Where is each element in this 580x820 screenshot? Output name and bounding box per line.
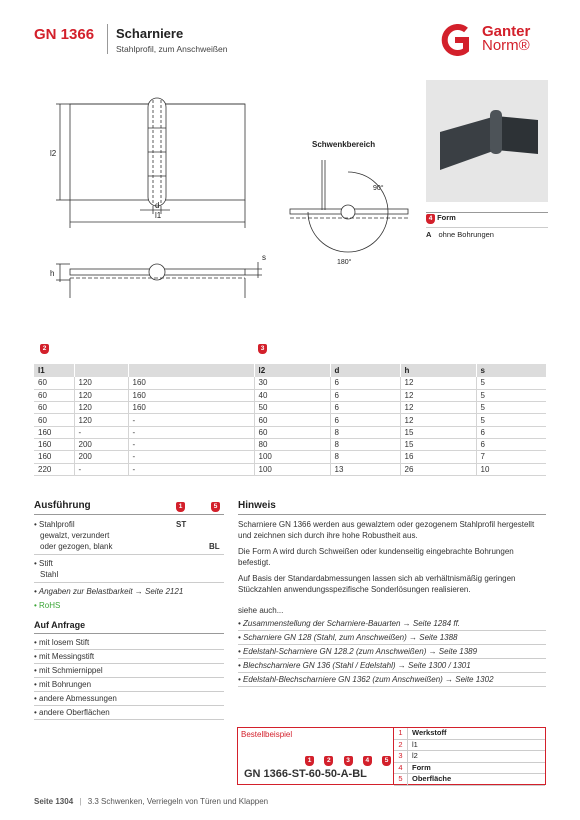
legend-number: 2: [394, 740, 408, 751]
list-item: • mit losem Stift: [34, 636, 224, 650]
form-legend-title: 4 Form: [426, 213, 456, 224]
page-title: Scharniere: [116, 26, 184, 41]
ausf-stahlprofil: • Stahlprofil: [34, 520, 75, 529]
swivel-range-title: Schwenkbereich: [312, 140, 376, 149]
list-item: • andere Abmessungen: [34, 692, 224, 706]
divider: [34, 554, 224, 555]
legend-number: 3: [394, 751, 408, 762]
hinge-technical-drawing: [30, 88, 280, 308]
table-cell: 80: [254, 438, 330, 450]
order-legend-row: [394, 740, 545, 752]
legend-text: Form: [412, 762, 431, 772]
header-divider: [107, 24, 108, 54]
form-legend-row: [426, 227, 548, 239]
table-cell: -: [128, 463, 254, 475]
table-cell: 5: [476, 377, 546, 389]
dim-l1-label: l1: [155, 211, 162, 220]
order-legend-row: [394, 728, 545, 740]
hinweis-title: Hinweis: [238, 500, 276, 511]
table-row: [34, 463, 546, 475]
order-badges: [305, 756, 391, 766]
reference-link[interactable]: • Blechscharniere GN 136 (Stahl / Edelstahl) → Seite 1300 / 1301: [238, 659, 546, 673]
table-row: [34, 402, 546, 414]
ausf-gezogen: oder gezogen, blank: [40, 542, 113, 551]
legend-text: Oberfläche: [412, 774, 452, 783]
angle-180-label: 180°: [337, 259, 352, 266]
legend-text: l1: [412, 739, 418, 749]
rohs-label: • RoHS: [34, 601, 61, 610]
table-cell: -: [74, 463, 128, 475]
table-cell: 6: [476, 426, 546, 438]
table-cell: 12: [400, 389, 476, 401]
table-row: [34, 389, 546, 401]
order-legend: [394, 727, 546, 785]
table-cell: 10: [476, 463, 546, 475]
load-note-link[interactable]: • Angaben zur Belastbarkeit → Seite 2121: [34, 587, 184, 596]
table-cell: 5: [476, 414, 546, 426]
dim-d-label: d: [155, 201, 160, 210]
legend-number: 4: [394, 763, 408, 774]
table-cell: 6: [330, 389, 400, 401]
table-cell: 120: [74, 377, 128, 389]
dimensions-table: [34, 364, 546, 476]
table-cell: 60: [34, 389, 74, 401]
table-row: [34, 414, 546, 426]
badge-1-icon: 1: [176, 502, 185, 512]
table-cell: -: [128, 414, 254, 426]
anfrage-list: [34, 636, 224, 720]
table-cell: 16: [400, 451, 476, 463]
table-cell: 50: [254, 402, 330, 414]
order-code: GN 1366-ST-60-50-A-BL: [244, 768, 367, 780]
ausf-stift: • Stift: [34, 559, 53, 568]
table-cell: 60: [34, 414, 74, 426]
table-cell: 6: [330, 377, 400, 389]
table-cell: -: [128, 426, 254, 438]
page-number: Seite 1304: [34, 797, 74, 806]
page-subtitle: Stahlprofil, zum Anschweißen: [116, 44, 228, 54]
footer-separator: |: [79, 797, 82, 806]
col-l2: l2: [254, 364, 330, 377]
legend-number: 5: [394, 774, 408, 785]
page-footer: [34, 797, 268, 806]
product-code: GN 1366: [34, 26, 95, 43]
col-l1: l1: [34, 364, 74, 377]
table-cell: 13: [330, 463, 400, 475]
order-badge-icon: 4: [363, 756, 372, 766]
table-row: [34, 438, 546, 450]
table-cell: 120: [74, 402, 128, 414]
logo-text-norm: Norm®: [482, 37, 530, 54]
table-cell: 7: [476, 451, 546, 463]
badge-5-icon: 5: [211, 502, 220, 512]
table-cell: 8: [330, 451, 400, 463]
order-badge-icon: 3: [344, 756, 353, 766]
table-cell: 60: [34, 377, 74, 389]
table-cell: 200: [74, 438, 128, 450]
reference-list: [238, 617, 546, 687]
ausfuehrung-title: Ausführung: [34, 500, 91, 511]
table-cell: 6: [476, 438, 546, 450]
table-cell: 120: [74, 389, 128, 401]
table-cell: 12: [400, 402, 476, 414]
table-cell: 5: [476, 389, 546, 401]
angle-90-label: 90°: [373, 185, 384, 192]
code-st: ST: [176, 520, 187, 529]
table-cell: 60: [254, 414, 330, 426]
table-cell: 8: [330, 426, 400, 438]
table-cell: 30: [254, 377, 330, 389]
table-row: [34, 377, 546, 389]
list-item: • mit Messingstift: [34, 650, 224, 664]
reference-link[interactable]: • Edelstahl-Blechscharniere GN 1362 (zum Anschweißen) → Seite 1302: [238, 673, 546, 687]
table-cell: 220: [34, 463, 74, 475]
swivel-range-drawing: [285, 150, 415, 270]
divider: [34, 582, 224, 583]
table-header-row: [34, 364, 546, 377]
divider: [238, 514, 546, 515]
col-d: d: [330, 364, 400, 377]
ausf-gewalzt: gewalzt, verzundert: [40, 531, 110, 540]
col-h: h: [400, 364, 476, 377]
dim-l2-label: l2: [50, 149, 57, 158]
table-cell: 60: [254, 426, 330, 438]
code-bl: BL: [209, 542, 220, 551]
badge-2-icon: 2: [40, 344, 49, 354]
hinweis-p2: Die Form A wird durch Schweißen oder kundenseitig eingebrachte Bohrungen befestigt.: [238, 547, 514, 567]
order-badge-icon: 2: [324, 756, 333, 766]
table-cell: -: [128, 438, 254, 450]
order-badge-icon: 1: [305, 756, 314, 766]
table-cell: -: [128, 451, 254, 463]
table-cell: 26: [400, 463, 476, 475]
table-cell: 200: [74, 451, 128, 463]
list-item: • mit Bohrungen: [34, 678, 224, 692]
list-item: • mit Schmiernippel: [34, 664, 224, 678]
divider: [34, 514, 224, 515]
table-cell: 8: [330, 438, 400, 450]
reference-link[interactable]: • Edelstahl-Scharniere GN 128.2 (zum Anschweißen) → Seite 1389: [238, 645, 546, 659]
legend-number: 1: [394, 728, 408, 739]
order-legend-row: [394, 751, 545, 763]
see-also-label: siehe auch...: [238, 606, 284, 615]
dim-h-label: h: [50, 269, 55, 278]
table-cell: 120: [74, 414, 128, 426]
table-cell: 160: [34, 438, 74, 450]
order-badge-icon: 5: [382, 756, 391, 766]
legend-text: l2: [412, 751, 418, 760]
table-cell: 160: [128, 389, 254, 401]
order-example-label: Bestellbeispiel: [241, 730, 293, 739]
table-row: [34, 426, 546, 438]
logo-text: Ganter: [482, 23, 531, 40]
table-row: [34, 451, 546, 463]
table-cell: 6: [330, 402, 400, 414]
table-cell: 12: [400, 377, 476, 389]
ganter-logo-icon: [436, 24, 478, 56]
table-cell: 15: [400, 438, 476, 450]
table-cell: 5: [476, 402, 546, 414]
col-l1b: [74, 364, 128, 377]
product-photo: [426, 80, 548, 202]
col-l1c: [128, 364, 254, 377]
table-cell: 160: [128, 377, 254, 389]
badge-4-icon: 4: [426, 214, 435, 224]
footer-section: 3.3 Schwenken, Verriegeln von Türen und Klappen: [87, 797, 269, 806]
dim-s-label: s: [262, 253, 266, 262]
table-cell: 100: [254, 463, 330, 475]
anfrage-title: Auf Anfrage: [34, 620, 86, 630]
table-cell: 100: [254, 451, 330, 463]
table-cell: -: [74, 426, 128, 438]
badge-3-icon: 3: [258, 344, 267, 354]
divider: [34, 633, 224, 634]
reference-link[interactable]: • Scharniere GN 128 (Stahl, zum Anschweißen) → Seite 1388: [238, 631, 546, 645]
table-cell: 160: [34, 451, 74, 463]
order-legend-row: [394, 763, 545, 775]
form-desc: ohne Bohrungen: [438, 230, 494, 239]
order-legend-row: [394, 774, 545, 786]
list-item: • andere Oberflächen: [34, 706, 224, 720]
order-example-box: [237, 727, 394, 785]
col-s: s: [476, 364, 546, 377]
table-cell: 15: [400, 426, 476, 438]
table-cell: 12: [400, 414, 476, 426]
table-cell: 60: [34, 402, 74, 414]
form-key: A: [426, 230, 432, 239]
legend-text: Werkstoff: [412, 728, 447, 737]
hinweis-p3: Auf Basis der Standardabmessungen lassen sich ab verhältnismäßig geringen Stückzahlen anwendungsspezifische Sonderlösungen realisieren.: [238, 574, 516, 594]
table-cell: 160: [128, 402, 254, 414]
hinweis-p1: Scharniere GN 1366 werden aus gewalztem oder gezogenem Stahlprofil hergestellt und zeichnen sich durch ihre hohe Robustheit aus.: [238, 520, 535, 540]
reference-link[interactable]: • Zusammenstellung der Scharniere-Bauarten → Seite 1284 ff.: [238, 617, 546, 631]
table-cell: 160: [34, 426, 74, 438]
table-cell: 40: [254, 389, 330, 401]
ausf-stahl: Stahl: [40, 570, 59, 579]
table-cell: 6: [330, 414, 400, 426]
